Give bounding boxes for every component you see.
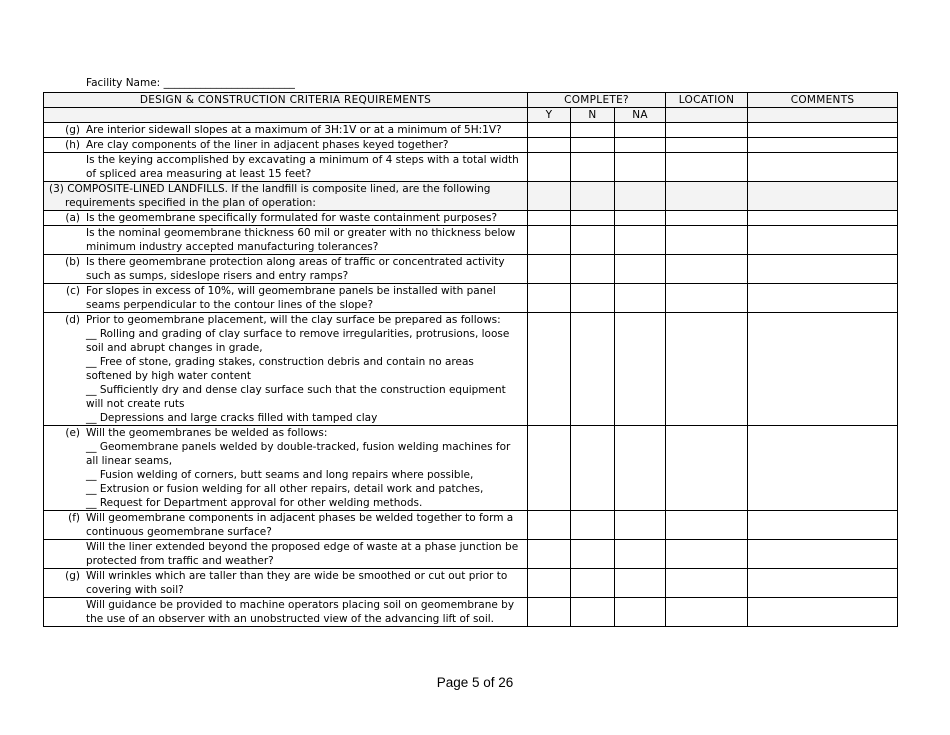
y-cell[interactable]: [528, 284, 571, 313]
n-cell[interactable]: [571, 153, 615, 182]
na-cell[interactable]: [615, 284, 666, 313]
table-row: [44, 138, 898, 153]
comments-cell[interactable]: [748, 598, 898, 627]
comments-cell[interactable]: [748, 540, 898, 569]
table-row: [44, 540, 898, 569]
n-cell[interactable]: [571, 138, 615, 153]
question-cell: Will the liner extended beyond the proposed edge of waste at a phase junction be protected from traffic and weather?: [44, 540, 528, 569]
na-cell[interactable]: [615, 540, 666, 569]
na-cell[interactable]: [615, 598, 666, 627]
y-cell[interactable]: [528, 226, 571, 255]
checklist-item: __ Fusion welding of corners, butt seams and long repairs where possible,: [86, 469, 474, 481]
comments-cell[interactable]: [748, 511, 898, 540]
question-cell: (b) Is there geomembrane protection along areas of traffic or concentrated activity such as sumps, sideslope risers and entry ramps?: [44, 255, 528, 284]
y-cell[interactable]: [528, 211, 571, 226]
header-row: [44, 93, 898, 108]
y-cell[interactable]: [528, 598, 571, 627]
checklist-item: __ Rolling and grading of clay surface to remove irregularities, protrusions, loose soil and abrupt changes in grade,: [86, 328, 510, 354]
question-cell: (g) Will wrinkles which are taller than they are wide be smoothed or cut out prior to covering with soil?: [44, 569, 528, 598]
n-cell[interactable]: [571, 313, 615, 426]
na-cell[interactable]: [615, 123, 666, 138]
table-row: [44, 598, 898, 627]
n-cell[interactable]: [571, 284, 615, 313]
na-cell[interactable]: [615, 153, 666, 182]
comments-header: COMMENTS: [748, 93, 898, 108]
checklist-item: __ Geomembrane panels welded by double-tracked, fusion welding machines for all linear seams,: [86, 441, 511, 467]
n-cell[interactable]: [571, 540, 615, 569]
y-cell[interactable]: [528, 138, 571, 153]
question-cell: Will guidance be provided to machine operators placing soil on geomembrane by the use of an observer with an unobstructed view of the advancing lift of soil.: [44, 598, 528, 627]
question-cell: (g) Are interior sidewall slopes at a maximum of 3H:1V or at a minimum of 5H:1V?: [44, 123, 528, 138]
question-cell: Is the keying accomplished by excavating a minimum of 4 steps with a total width of spliced area measuring at least 15 feet?: [44, 153, 528, 182]
location-cell[interactable]: [666, 255, 748, 284]
n-cell[interactable]: [571, 426, 615, 511]
facility-name-field[interactable]: _________________________: [163, 77, 295, 89]
n-cell[interactable]: [571, 211, 615, 226]
location-cell[interactable]: [666, 226, 748, 255]
facility-name-label: Facility Name:: [86, 77, 161, 89]
question-cell: (a) Is the geomembrane specifically formulated for waste containment purposes?: [44, 211, 528, 226]
subheader-row: [44, 108, 898, 123]
location-cell[interactable]: [666, 123, 748, 138]
question-cell: (e) Will the geomembranes be welded as follows: __ Geomembrane panels welded by double-tracked, fusion welding machines for all linear seams, __ Fusion welding of corners, butt seams and long repairs where possible, __ Extrusion or fusion welding for all other repairs, detail work and patches, __ Request for Department approval for other welding methods.: [44, 426, 528, 511]
table-row: [44, 511, 898, 540]
table-row: [44, 226, 898, 255]
y-cell[interactable]: [528, 426, 571, 511]
na-cell[interactable]: [615, 226, 666, 255]
page-number: Page 5 of 26: [436, 675, 514, 690]
comments-cell[interactable]: [748, 138, 898, 153]
location-cell[interactable]: [666, 426, 748, 511]
y-cell[interactable]: [528, 313, 571, 426]
n-cell[interactable]: [571, 569, 615, 598]
n-cell[interactable]: [571, 598, 615, 627]
table-row: [44, 255, 898, 284]
y-cell[interactable]: [528, 569, 571, 598]
na-cell[interactable]: [615, 138, 666, 153]
location-cell[interactable]: [666, 211, 748, 226]
location-cell[interactable]: [666, 598, 748, 627]
question-cell: (f) Will geomembrane components in adjacent phases be welded together to form a continuous geomembrane surface?: [44, 511, 528, 540]
na-cell[interactable]: [615, 426, 666, 511]
criteria-header: DESIGN & CONSTRUCTION CRITERIA REQUIREMENTS: [44, 93, 528, 108]
comments-cell[interactable]: [748, 569, 898, 598]
section-heading: (3) COMPOSITE-LINED LANDFILLS. If the landfill is composite lined, are the following requirements specified in the plan of operation:: [44, 182, 528, 211]
n-cell[interactable]: [571, 123, 615, 138]
y-cell[interactable]: [528, 123, 571, 138]
location-cell[interactable]: [666, 569, 748, 598]
checklist-item: __ Sufficiently dry and dense clay surface such that the construction equipment will not create ruts: [86, 384, 506, 410]
facility-name: [86, 77, 295, 89]
y-cell[interactable]: [528, 540, 571, 569]
table-row: [44, 313, 898, 426]
n-cell[interactable]: [571, 511, 615, 540]
location-cell[interactable]: [666, 511, 748, 540]
table-row: [44, 153, 898, 182]
comments-cell[interactable]: [748, 123, 898, 138]
y-cell[interactable]: [528, 255, 571, 284]
y-cell[interactable]: [528, 511, 571, 540]
y-cell[interactable]: [528, 153, 571, 182]
question-cell: (c) For slopes in excess of 10%, will geomembrane panels be installed with panel seams perpendicular to the contour lines of the slope?: [44, 284, 528, 313]
location-cell[interactable]: [666, 138, 748, 153]
comments-cell[interactable]: [748, 211, 898, 226]
y-header: Y: [528, 108, 571, 123]
comments-cell[interactable]: [748, 426, 898, 511]
question-cell: Is the nominal geomembrane thickness 60 mil or greater with no thickness below minimum industry accepted manufacturing tolerances?: [44, 226, 528, 255]
n-cell[interactable]: [571, 255, 615, 284]
checklist-item: __ Request for Department approval for other welding methods.: [86, 497, 423, 509]
n-header: N: [571, 108, 615, 123]
comments-cell[interactable]: [748, 313, 898, 426]
comments-cell[interactable]: [748, 153, 898, 182]
comments-cell[interactable]: [748, 284, 898, 313]
n-cell[interactable]: [571, 226, 615, 255]
location-cell[interactable]: [666, 313, 748, 426]
table-row: [44, 284, 898, 313]
question-cell: (h) Are clay components of the liner in adjacent phases keyed together?: [44, 138, 528, 153]
na-cell[interactable]: [615, 211, 666, 226]
location-cell[interactable]: [666, 153, 748, 182]
section-row: [44, 182, 898, 211]
comments-cell[interactable]: [748, 226, 898, 255]
location-header: LOCATION: [666, 93, 748, 108]
complete-header: COMPLETE?: [528, 93, 666, 108]
na-cell[interactable]: [615, 255, 666, 284]
table-row: [44, 123, 898, 138]
location-cell[interactable]: [666, 540, 748, 569]
checklist-item: __ Depressions and large cracks filled with tamped clay: [86, 412, 378, 424]
comments-cell[interactable]: [748, 255, 898, 284]
na-cell[interactable]: [615, 511, 666, 540]
table-row: [44, 211, 898, 226]
table-row: [44, 426, 898, 511]
checklist-item: __ Extrusion or fusion welding for all other repairs, detail work and patches,: [86, 483, 484, 495]
na-header: NA: [615, 108, 666, 123]
criteria-table: [43, 92, 898, 627]
table-row: [44, 569, 898, 598]
na-cell[interactable]: [615, 569, 666, 598]
na-cell[interactable]: [615, 313, 666, 426]
location-cell[interactable]: [666, 284, 748, 313]
question-cell: (d) Prior to geomembrane placement, will the clay surface be prepared as follows: __ Rolling and grading of clay surface to remove irregularities, protrusions, loose soil and abrupt changes in grade, __ Free of stone, grading stakes, construction debris and contain no areas softened by high water content __ Sufficiently dry and dense clay surface such that the construction equipment will not create ruts __ Depressions and large cracks filled with tamped clay: [44, 313, 528, 426]
checklist-item: __ Free of stone, grading stakes, construction debris and contain no areas softened by high water content: [86, 356, 474, 382]
